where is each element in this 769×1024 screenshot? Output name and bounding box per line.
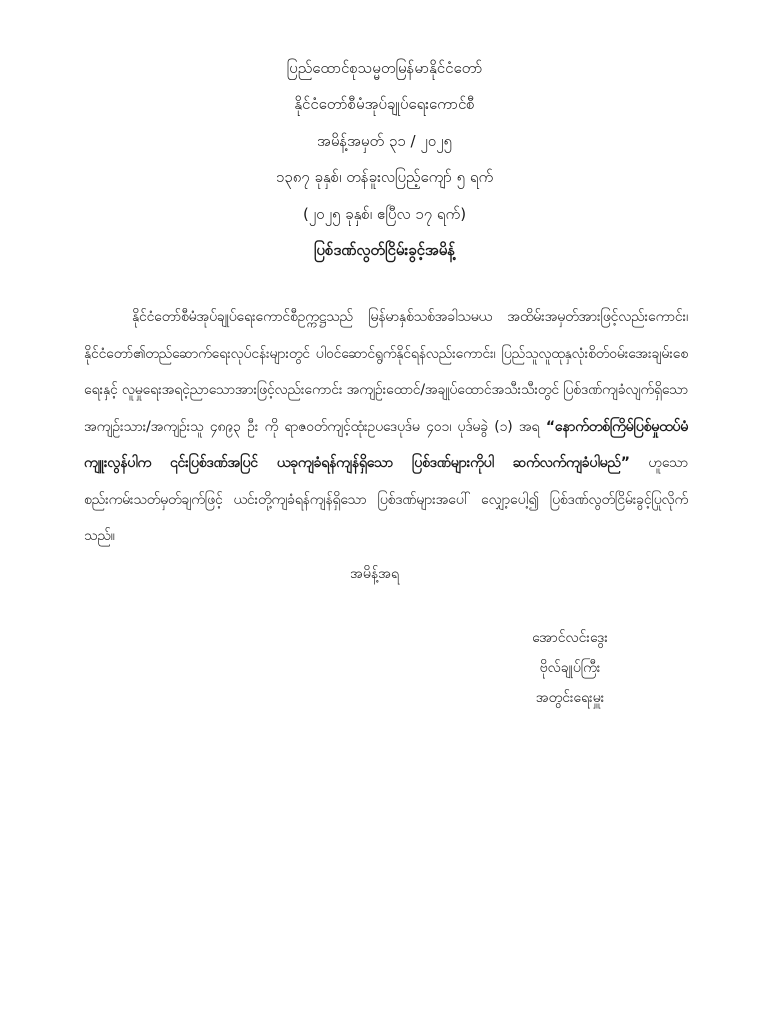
order-body-paragraph [84,299,688,555]
signatory-rank: ဗိုလ်ချုပ်ကြီး [539,660,601,676]
council-name-heading: နိုင်ငံတော်စီမံအုပ်ချုပ်ရေးကောင်စီ [294,95,475,113]
myanmar-date: ၁၃၈၇ ခုနှစ်၊ တန်ခူးလပြည့်ကျော် ၅ ရက် [275,168,494,186]
state-name-heading: ပြည်ထောင်စုသမ္မတမြန်မာနိုင်ငံတော် [286,59,483,77]
body-text-part1: နိုင်ငံတော်စီမံအုပ်ချုပ်ရေးကောင်စီဥက္ကဋ္ဌသည် မြန်မာနှစ်သစ်အခါသမယ အထိမ်းအမှတ်အားဖြင့်လည်းကောင်း၊ နိုင်ငံတော်၏တည်ဆောက်ရေးလုပ်ငန်းများတွင် ပါဝင်ဆောင်ရွက်နိုင်ရန်လည်းကောင်း၊ ပြည်သူလူထုနှလုံးစိတ်ဝမ်းအေးချမ်းစေရေးနှင့် လူမှုရေးအရငဲ့ညာသောအားဖြင့်လည်းကောင်း အကျဉ်းထောင်/အချုပ်ထောင်အသီးသီးတွင် ပြစ်ဒဏ်ကျခံလျက်ရှိသော အကျဉ်းသား/အကျဉ်းသူ ၄၈၉၃ ဦး ကို ရာဇဝတ်ကျင့်ထုံးဥပဒေပုဒ်မ ၄၀၁၊ ပုဒ်မခွဲ (၁) အရ [84,309,688,435]
by-order-line: အမိန့်အရ [350,566,399,582]
signatory-title: အတွင်းရေးမှူး [535,690,605,706]
gregorian-date: (၂၀၂၅ ခုနှစ်၊ ဧပြီလ ၁၇ ရက်) [302,205,467,223]
body-bold-condition: “နောက်တစ်ကြိမ်ပြစ်မှုထပ်မံကျူးလွန်ပါက ၎င်းပြစ်ဒဏ်အပြင် ယခုကျခံရန်ကျန်ရှိသော ပြစ်ဒဏ်များကိုပါ ဆက်လက်ကျခံပါမည်” [84,418,688,471]
signatory-name: အောင်လင်းဒွေး [532,630,608,646]
body-text-part2: ဟူသော စည်းကမ်းသတ်မှတ်ချက်ဖြင့် ယင်းတို့ကျခံရန်ကျန်ရှိသော ပြစ်ဒဏ်များအပေါ် လျှော့ပေါ့၍ ပြစ်ဒဏ်လွတ်ငြိမ်းခွင့်ပြုလိုက်သည်။ [84,455,688,544]
order-subject: ပြစ်ဒဏ်လွတ်ငြိမ်းခွင့်အမိန့် [313,241,456,259]
order-number: အမိန့်အမှတ် ၃၁ / ၂၀၂၅ [317,132,452,150]
